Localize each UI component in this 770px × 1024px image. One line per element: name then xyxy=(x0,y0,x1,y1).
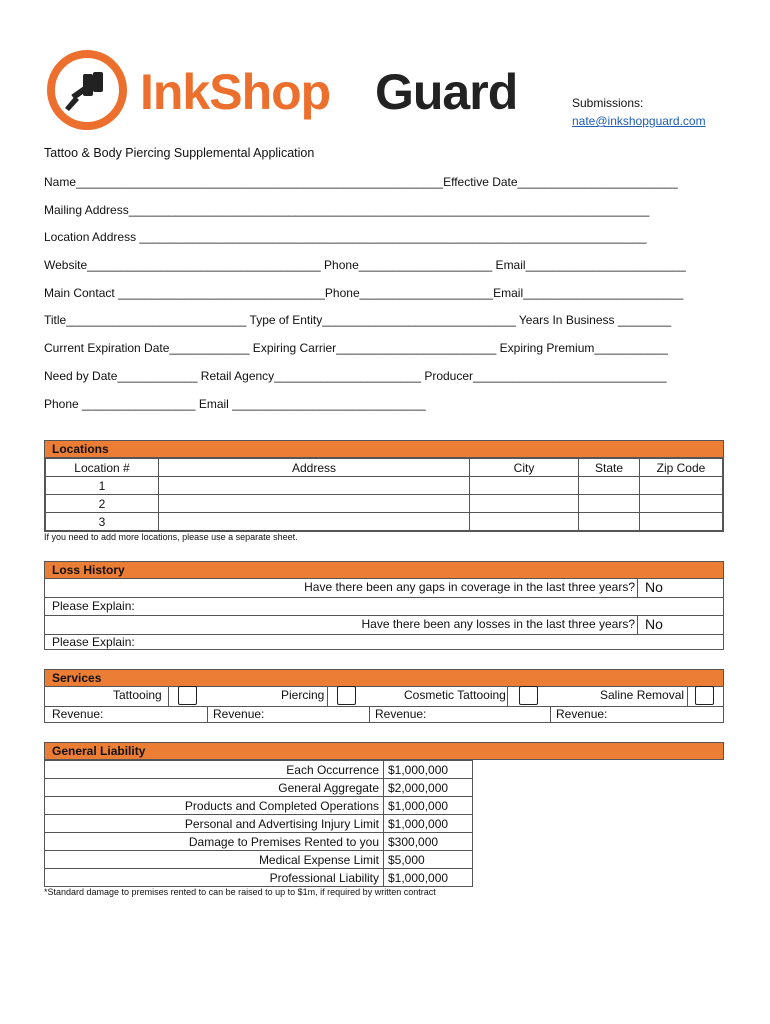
city-cell[interactable] xyxy=(470,513,579,531)
tattoo-machine-icon xyxy=(63,68,113,113)
table-row xyxy=(45,761,725,779)
limit-value: $5,000 xyxy=(384,851,473,869)
limit-value: $2,000,000 xyxy=(384,779,473,797)
table-row xyxy=(45,815,725,833)
divider xyxy=(327,686,328,706)
services-header: Services xyxy=(45,670,723,687)
divider xyxy=(687,686,688,706)
divider xyxy=(550,706,551,723)
limit-label: Products and Completed Operations xyxy=(45,797,384,815)
locations-note: If you need to add more locations, please use a separate sheet. xyxy=(44,532,298,542)
field-line-mailing[interactable]: Mailing Address______________________________________________________________________________ xyxy=(44,203,650,217)
limit-value: $300,000 xyxy=(384,833,473,851)
zip-cell[interactable] xyxy=(640,495,723,513)
state-cell[interactable] xyxy=(579,495,640,513)
col-city: City xyxy=(470,459,579,477)
limit-value: $1,000,000 xyxy=(384,797,473,815)
table-row xyxy=(45,797,725,815)
tattooing-checkbox[interactable] xyxy=(178,686,197,705)
revenue-cosmetic[interactable]: Revenue: xyxy=(375,707,427,721)
revenue-row xyxy=(45,707,723,723)
address-cell[interactable] xyxy=(159,495,470,513)
divider xyxy=(637,616,638,634)
revenue-tattooing[interactable]: Revenue: xyxy=(52,707,104,721)
general-liability-section xyxy=(44,742,724,887)
saline-checkbox[interactable] xyxy=(695,686,714,705)
gaps-answer[interactable]: No xyxy=(645,579,663,595)
divider xyxy=(637,579,638,597)
field-line-need-by[interactable]: Need by Date____________ Retail Agency______________________ Producer_____________________________ xyxy=(44,369,667,383)
table-row xyxy=(45,833,725,851)
gaps-question-row xyxy=(45,579,723,598)
form-title: Tattoo & Body Piercing Supplemental Application xyxy=(44,146,315,160)
services-items-row xyxy=(45,687,723,707)
logo-ink: InkShop xyxy=(140,64,331,120)
limit-value: $1,000,000 xyxy=(384,761,473,779)
locations-table xyxy=(45,458,723,531)
field-line-contact[interactable]: Main Contact _______________________________Phone____________________Email________________________ xyxy=(44,286,684,300)
divider xyxy=(207,706,208,723)
location-number: 3 xyxy=(46,513,159,531)
limit-label: Damage to Premises Rented to you xyxy=(45,833,384,851)
limit-value: $1,000,000 xyxy=(384,815,473,833)
address-cell[interactable] xyxy=(159,477,470,495)
city-cell[interactable] xyxy=(470,477,579,495)
blank-cell xyxy=(473,779,725,797)
field-line-expiration[interactable]: Current Expiration Date____________ Expiring Carrier________________________ Expiring Premium___________ xyxy=(44,341,668,355)
limit-label: Medical Expense Limit xyxy=(45,851,384,869)
liability-note: *Standard damage to premises rented to can be raised to up to $1m, if required by written contract xyxy=(44,887,436,897)
loss-history-header: Loss History xyxy=(45,562,723,579)
limit-label: General Aggregate xyxy=(45,779,384,797)
revenue-piercing[interactable]: Revenue: xyxy=(213,707,265,721)
zip-cell[interactable] xyxy=(640,477,723,495)
service-label-piercing: Piercing xyxy=(281,688,325,702)
divider xyxy=(369,706,370,723)
limit-label: Personal and Advertising Injury Limit xyxy=(45,815,384,833)
service-label-tattooing: Tattooing xyxy=(113,688,162,702)
losses-question: Have there been any losses in the last three years? xyxy=(361,617,635,631)
table-row xyxy=(46,477,723,495)
submissions-email-link[interactable]: nate@inkshopguard.com xyxy=(572,114,706,128)
col-location-number: Location # xyxy=(46,459,159,477)
losses-answer[interactable]: No xyxy=(645,616,663,632)
logo-emblem xyxy=(47,50,127,130)
divider xyxy=(168,686,169,706)
field-line-title[interactable]: Title___________________________ Type of Entity_____________________________ Years In Business ________ xyxy=(44,313,672,327)
col-zip: Zip Code xyxy=(640,459,723,477)
state-cell[interactable] xyxy=(579,477,640,495)
cosmetic-checkbox[interactable] xyxy=(519,686,538,705)
col-address: Address xyxy=(159,459,470,477)
losses-question-row xyxy=(45,615,723,635)
liability-table xyxy=(44,760,724,887)
state-cell[interactable] xyxy=(579,513,640,531)
explain-2[interactable]: Please Explain: xyxy=(52,635,135,649)
service-label-saline: Saline Removal xyxy=(600,688,685,702)
limit-label: Each Occurrence xyxy=(45,761,384,779)
service-label-cosmetic: Cosmetic Tattooing xyxy=(404,688,506,702)
table-row xyxy=(46,513,723,531)
locations-header: Locations xyxy=(45,441,723,458)
gaps-question: Have there been any gaps in coverage in the last three years? xyxy=(304,580,635,594)
field-line-location[interactable]: Location Address ____________________________________________________________________________ xyxy=(44,230,647,244)
address-cell[interactable] xyxy=(159,513,470,531)
services-section xyxy=(44,669,724,723)
field-line-website[interactable]: Website___________________________________ Phone____________________ Email________________________ xyxy=(44,258,686,272)
piercing-checkbox[interactable] xyxy=(337,686,356,705)
locations-section xyxy=(44,440,724,532)
limit-value: $1,000,000 xyxy=(384,869,473,887)
blank-cell xyxy=(473,833,725,851)
zip-cell[interactable] xyxy=(640,513,723,531)
table-row xyxy=(45,851,725,869)
blank-cell xyxy=(473,851,725,869)
field-line-name[interactable]: Name_______________________________________________________Effective Date________________________ xyxy=(44,175,678,189)
blank-cell xyxy=(473,815,725,833)
table-row xyxy=(45,869,725,887)
revenue-saline[interactable]: Revenue: xyxy=(556,707,608,721)
loss-history-section xyxy=(44,561,724,650)
table-row xyxy=(45,779,725,797)
blank-cell xyxy=(473,797,725,815)
location-number: 1 xyxy=(46,477,159,495)
submissions-label: Submissions: xyxy=(572,96,644,110)
divider xyxy=(507,686,508,706)
city-cell[interactable] xyxy=(470,495,579,513)
general-liability-header: General Liability xyxy=(44,742,724,760)
explain-1[interactable]: Please Explain: xyxy=(52,599,135,613)
col-state: State xyxy=(579,459,640,477)
field-line-phone[interactable]: Phone _________________ Email _____________________________ xyxy=(44,397,426,411)
table-row xyxy=(46,495,723,513)
blank-cell xyxy=(473,761,725,779)
blank-cell xyxy=(473,869,725,887)
limit-label: Professional Liability xyxy=(45,869,384,887)
location-number: 2 xyxy=(46,495,159,513)
logo-guard: Guard xyxy=(375,64,518,120)
